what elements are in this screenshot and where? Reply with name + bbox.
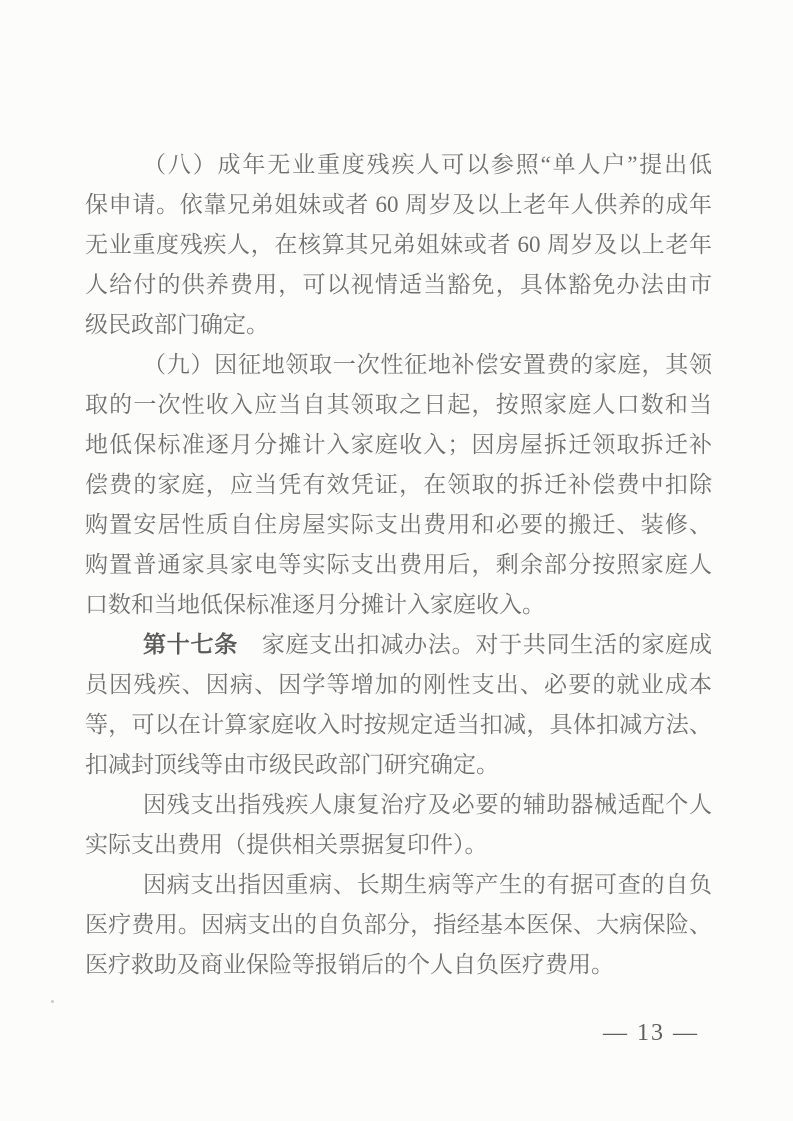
text-line: （八）成年无业重度残疾人可以参照“单人户”提出低 [143,152,712,177]
text-line: 实际支出费用（提供相关票据复印件）。 [85,832,488,857]
text-line: 保申请。依靠兄弟姐妹或者 60 周岁及以上老年人供养的成年 [85,192,712,217]
text-line: 级民政部门确定。 [85,312,269,337]
paragraph-illness-expense [85,865,712,985]
text-line: 无业重度残疾人，在核算其兄弟姐妹或者 60 周岁及以上老年 [85,232,712,257]
text-line: 医疗费用。因病支出的自负部分，指经基本医保、大病保险、 [85,912,712,937]
paragraph-item-8 [85,145,712,345]
text-line [85,625,712,665]
text-line: 因残支出指残疾人康复治疗及必要的辅助器械适配个人 [143,792,712,817]
text-block [85,145,712,985]
text-line: 取的一次性收入应当自其领取之日起，按照家庭人口数和当 [85,392,712,417]
article-number-bold: 第十七条 [143,632,238,657]
text-line: 因病支出指因重病、长期生病等产生的有据可查的自负 [143,872,712,897]
text-line: 口数和当地低保标准逐月分摊计入家庭收入。 [85,592,545,617]
text-line: 购置安居性质自住房屋实际支出费用和必要的搬迁、装修、 [85,512,712,537]
page-number: — 13 — [603,1020,699,1046]
text-line: 偿费的家庭，应当凭有效凭证，在领取的拆迁补偿费中扣除 [85,472,712,497]
text-line: 医疗救助及商业保险等报销后的个人自负医疗费用。 [85,952,614,977]
text-line: 等，可以在计算家庭收入时按规定适当扣减，具体扣减方法、 [85,712,712,737]
text-line: （九）因征地领取一次性征地补偿安置费的家庭，其领 [143,352,712,377]
scan-speck-mark [51,1000,54,1003]
text-segment: 家庭支出扣减办法。对于共同生活的家庭成 [237,632,712,657]
text-line: 员因残疾、因病、因学等增加的刚性支出、必要的就业成本 [85,672,712,697]
text-line: 扣减封顶线等由市级民政部门研究确定。 [85,752,499,777]
paragraph-disability-expense [85,785,712,865]
paragraph-item-9 [85,345,712,625]
text-line: 人给付的供养费用，可以视情适当豁免，具体豁免办法由市 [85,272,712,297]
paragraph-article-17 [85,625,712,785]
text-line: 购置普通家具家电等实际支出费用后，剩余部分按照家庭人 [85,552,712,577]
text-line: 地低保标准逐月分摊计入家庭收入；因房屋拆迁领取拆迁补 [85,432,712,457]
